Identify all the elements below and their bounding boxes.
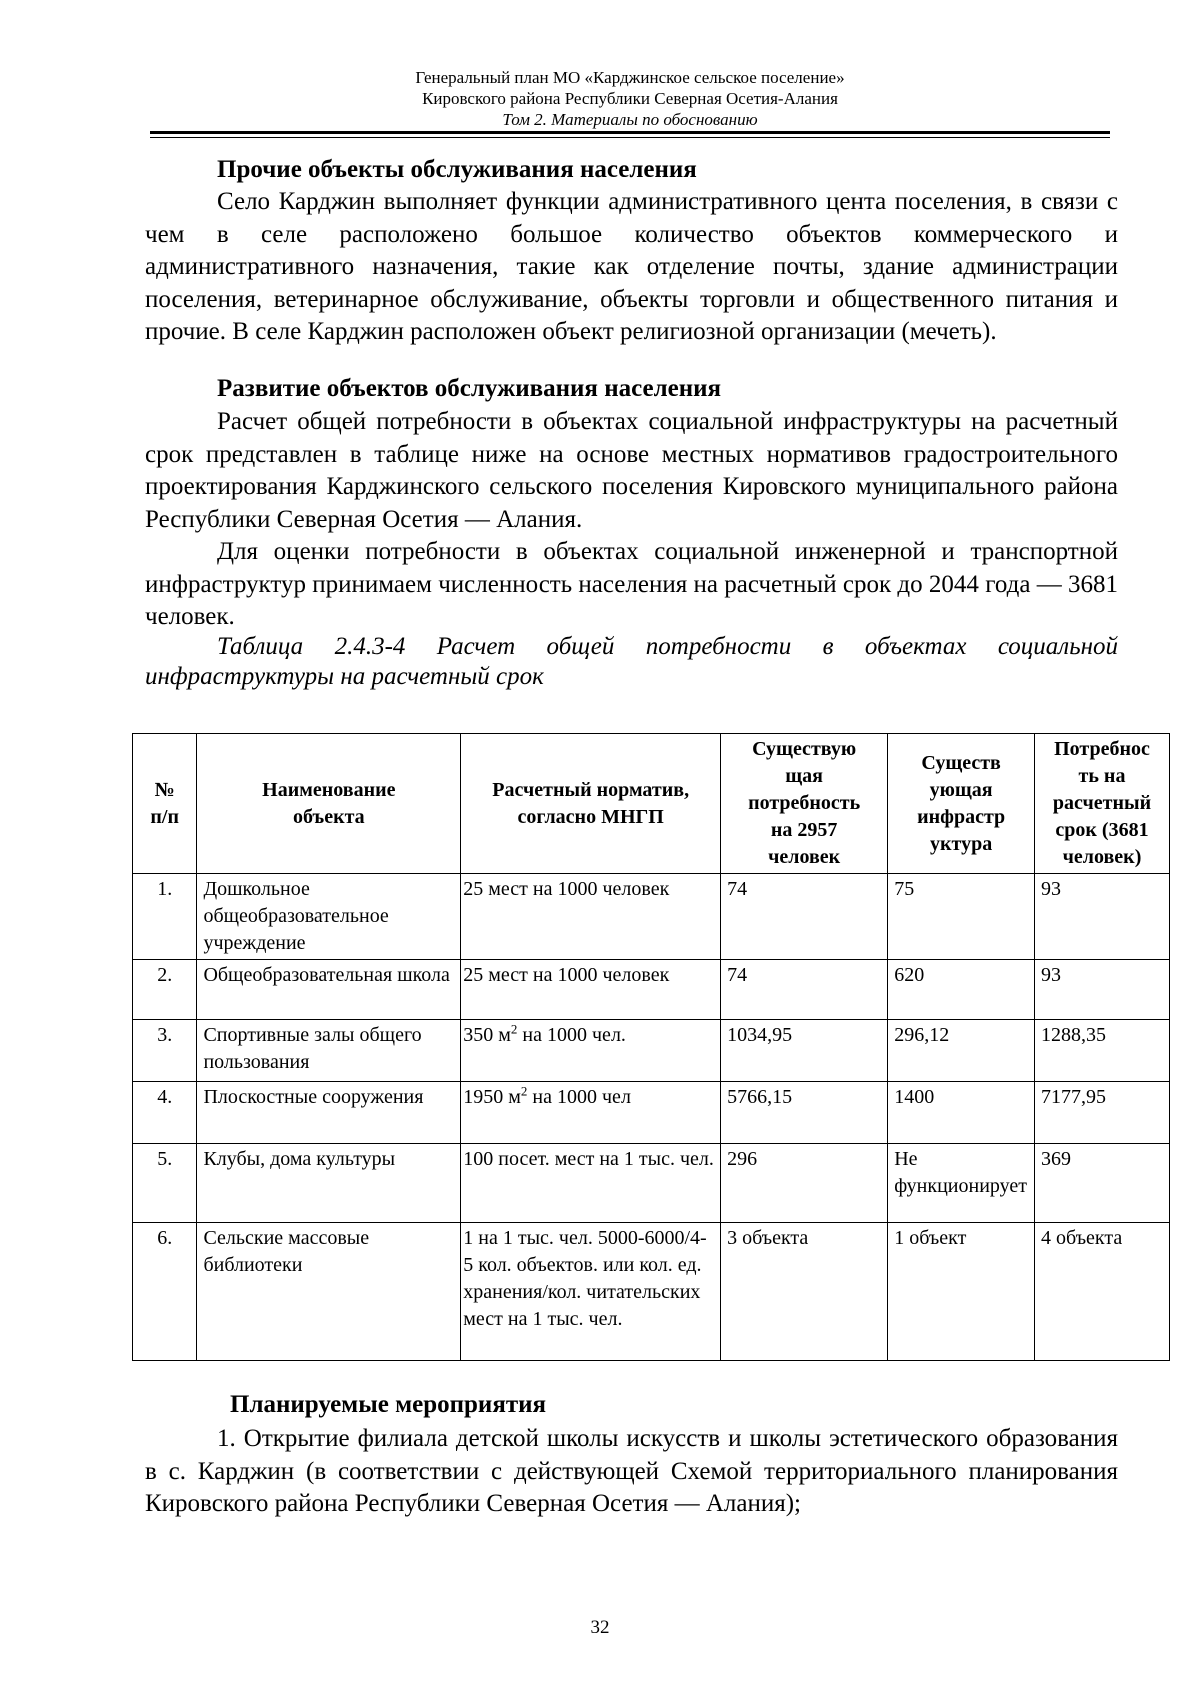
row-num: 1. [133, 874, 197, 960]
heading-other-services: Прочие объекты обслуживания населения [217, 156, 697, 183]
col-header-existing-need: Существую щая потребность на 2957 человек [721, 734, 888, 874]
list-item-1-num: 1. [217, 1425, 236, 1452]
paragraph-other-services: Село Карджин выполняет функции административного цента поселения, в связи с чем в селе расположено большое количество объектов коммерческого и административного назначения, такие как отделение почты, здание администрации поселения, ветеринарное обслуживание, объекты торговли и общественного питания и прочие. В селе Карджин расположен объект религиозной организации (мечеть). [145, 188, 1118, 345]
table-row [133, 1020, 1170, 1082]
row-future: 93 [1035, 960, 1170, 1020]
table-row [133, 1082, 1170, 1144]
row-existing: 620 [888, 960, 1035, 1020]
row-name: Плоскостные сооружения [197, 1082, 461, 1144]
table-row [133, 1144, 1170, 1223]
col-header-num: № п/п [133, 734, 197, 874]
norm-value: 1950 м [463, 1086, 521, 1108]
table-header-row [133, 734, 1170, 874]
table-row [133, 960, 1170, 1020]
row-num: 4. [133, 1082, 197, 1144]
norm-rest: на 1000 чел. [517, 1024, 626, 1046]
row-existing: 1400 [888, 1082, 1035, 1144]
paragraph-population: Для оценки потребности в объектах социальной инженерной и транспортной инфраструктур принимаем численность населения на расчетный срок до 2044 года — 3681 человек. [145, 538, 1118, 630]
table-row [133, 874, 1170, 960]
page-number: 32 [590, 1617, 610, 1638]
col-header-name: Наименование объекта [197, 734, 461, 874]
row-name: Спортивные залы общего пользования [197, 1020, 461, 1082]
heading-planned-measures: Планируемые мероприятия [230, 1391, 547, 1418]
row-norm: 1 на 1 тыс. чел. 5000-6000/4-5 кол. объектов. или кол. ед. хранения/кол. читательских мест на 1 тыс. чел. [461, 1223, 721, 1361]
row-num: 3. [133, 1020, 197, 1082]
row-name: Клубы, дома культуры [197, 1144, 461, 1223]
row-future: 7177,95 [1035, 1082, 1170, 1144]
row-existing-need: 1034,95 [721, 1020, 888, 1082]
row-existing: 1 объект [888, 1223, 1035, 1361]
infrastructure-table [132, 733, 1170, 1361]
list-item-1 [145, 1423, 1118, 1521]
row-name: Общеобразовательная школа [197, 960, 461, 1020]
row-norm: 25 мест на 1000 человек [461, 874, 721, 960]
row-existing-need: 74 [721, 874, 888, 960]
row-existing-need: 74 [721, 960, 888, 1020]
header-rule-thick [150, 131, 1110, 134]
row-future: 93 [1035, 874, 1170, 960]
header-rule-thin [150, 137, 1110, 138]
norm-sup: 2 [520, 1083, 528, 1099]
row-num: 5. [133, 1144, 197, 1223]
doc-header-volume: Том 2. Материалы по обоснованию [502, 110, 758, 129]
col-header-existing: Существ ующая инфрастр уктура [888, 734, 1035, 874]
row-num: 6. [133, 1223, 197, 1361]
row-name: Сельские массовые библиотеки [197, 1223, 461, 1361]
row-norm [461, 1082, 721, 1144]
row-existing-need: 5766,15 [721, 1082, 888, 1144]
doc-header-title: Генеральный план МО «Карджинское сельское поселение» [415, 68, 845, 87]
row-norm: 100 посет. мест на 1 тыс. чел. [461, 1144, 721, 1223]
row-existing: 75 [888, 874, 1035, 960]
paragraph-calculation: Расчет общей потребности в объектах социальной инфраструктуры на расчетный срок представлен в таблице ниже на основе местных нормативов градостроительного проектирования Карджинского сельского поселения Кировского муниципального района Республики Северная Осетия — Алания. [145, 408, 1118, 533]
row-future: 369 [1035, 1144, 1170, 1223]
row-norm: 25 мест на 1000 человек [461, 960, 721, 1020]
table-caption: Таблица 2.4.3-4 Расчет общей потребности в объектах социальной инфраструктуры на расчетный срок [145, 633, 1118, 690]
norm-value: 350 м [463, 1024, 511, 1046]
row-norm [461, 1020, 721, 1082]
row-existing-need: 296 [721, 1144, 888, 1223]
doc-header-subtitle: Кировского района Республики Северная Осетия-Алания [422, 89, 838, 108]
row-name: Дошкольное общеобразовательное учреждение [197, 874, 461, 960]
col-header-future: Потребнос ть на расчетный срок (3681 человек) [1035, 734, 1170, 874]
heading-development: Развитие объектов обслуживания населения [217, 375, 722, 402]
row-existing-need: 3 объекта [721, 1223, 888, 1361]
row-future: 1288,35 [1035, 1020, 1170, 1082]
table-row [133, 1223, 1170, 1361]
list-item-1-text: Открытие филиала детской школы искусств и школы эстетического образования в с. Карджин (в соответствии с действующей Схемой территориального планирования Кировского района Республики Северная Осетия — Алания); [145, 1425, 1119, 1517]
row-num: 2. [133, 960, 197, 1020]
norm-sup: 2 [510, 1021, 518, 1037]
norm-rest: на 1000 чел [527, 1086, 631, 1108]
row-existing: 296,12 [888, 1020, 1035, 1082]
row-future: 4 объекта [1035, 1223, 1170, 1361]
row-existing: Не функционирует [888, 1144, 1035, 1223]
col-header-norm: Расчетный норматив, согласно МНГП [461, 734, 721, 874]
